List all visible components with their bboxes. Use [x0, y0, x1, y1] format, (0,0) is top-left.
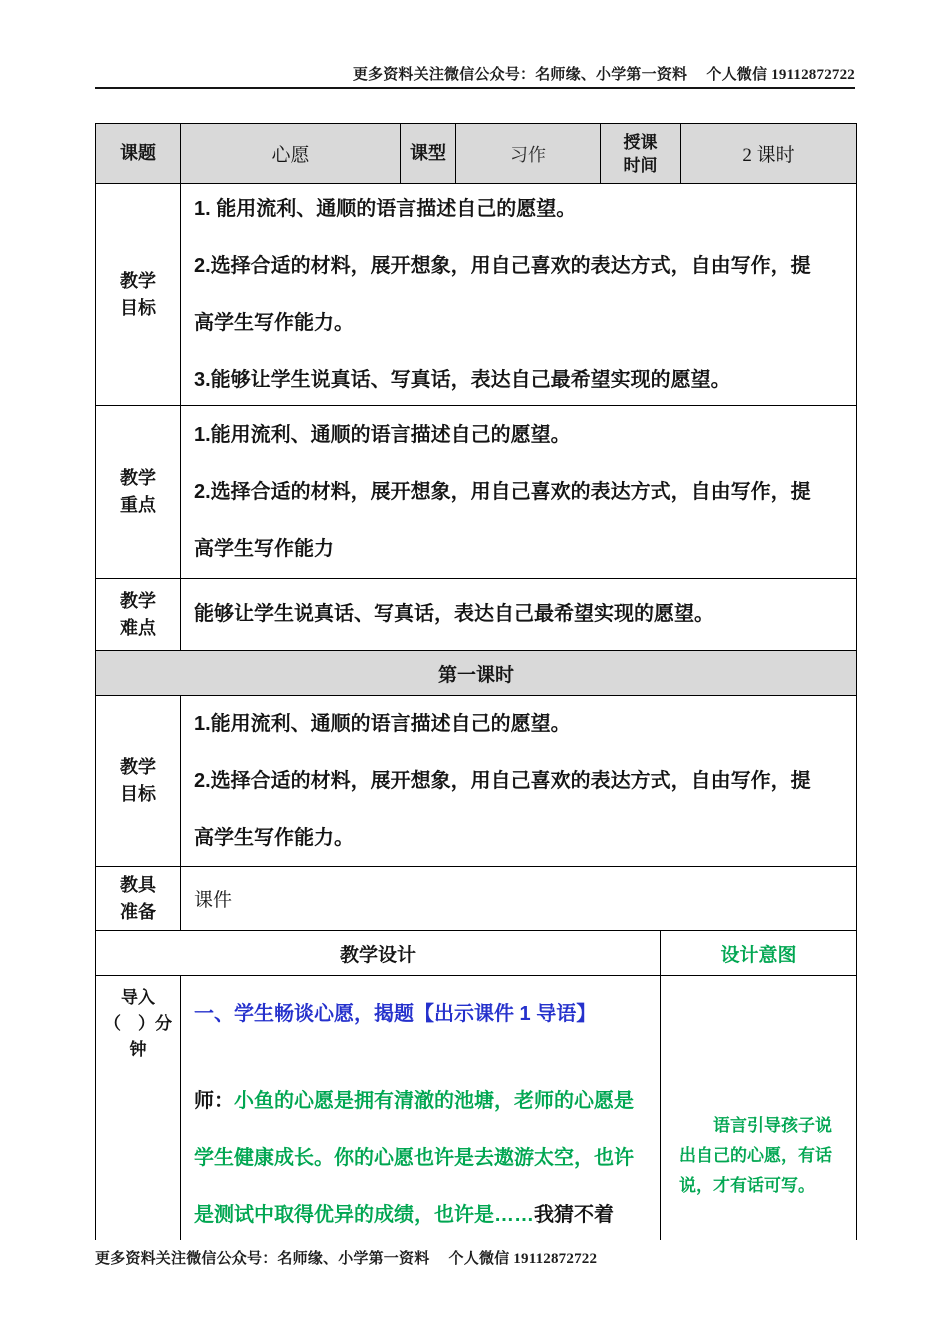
promo-header: 更多资料关注微信公众号：名师缘、小学第一资料 个人微信 19112872722 — [352, 67, 855, 83]
difficulty-label-line2: 难点 — [120, 617, 156, 638]
teaching-aids-value: 课件 — [194, 890, 233, 911]
teaching-aids-value-cell — [181, 867, 857, 931]
intro-row — [96, 976, 857, 1240]
session-objectives-label-cell — [96, 696, 181, 867]
objectives-content-cell — [181, 184, 857, 406]
time-label-line1: 授课 — [623, 132, 658, 152]
topic-label: 课题 — [120, 143, 156, 163]
time-label-line2: 时间 — [623, 155, 658, 175]
teaching-aids-row — [96, 867, 857, 931]
key-point-item: 2.选择合适的材料，展开想象，用自己喜欢的表达方式，自由写作，提高学生写作能力 — [194, 480, 811, 560]
session-objectives-label-line1: 教学 — [120, 757, 156, 777]
difficulty-label-cell — [96, 579, 181, 651]
intro-stage-label-line2: （ ）分 — [104, 1014, 172, 1033]
difficulty-item: 能够让学生说真话、写真话，表达自己最希望实现的愿望。 — [194, 603, 714, 625]
type-label-cell — [401, 124, 456, 184]
teacher-speech — [194, 1073, 652, 1240]
difficulty-label-line1: 教学 — [120, 590, 156, 611]
topic-value: 心愿 — [271, 145, 310, 166]
design-header-right-cell — [661, 931, 857, 976]
session-objective-item: 1.能用流利、通顺的语言描述自己的愿望。 — [194, 712, 571, 735]
promo-footer: 更多资料关注微信公众号：名师缘、小学第一资料 个人微信 19112872722 — [95, 1251, 598, 1267]
key-points-content-cell — [181, 406, 857, 579]
teacher-speech-suffix: 我猜不着 — [534, 1204, 614, 1226]
time-label-cell — [601, 124, 681, 184]
teaching-aids-label-cell — [96, 867, 181, 931]
session-row — [96, 651, 857, 696]
teacher-speech-prefix: 师： — [194, 1090, 234, 1112]
objectives-label-line1: 教学 — [120, 270, 156, 291]
key-points-row — [96, 406, 857, 579]
design-intent-cell — [661, 976, 857, 1240]
objective-item: 3.能够让学生说真话、写真话，表达自己最希望实现的愿望。 — [194, 368, 731, 391]
difficulty-row — [96, 579, 857, 651]
design-header-row — [96, 931, 857, 976]
time-value-cell — [681, 124, 857, 184]
session-title: 第一课时 — [437, 664, 514, 686]
design-intent-text: 语言引导孩子说出自己的心愿，有话说，才有话可写。 — [679, 1116, 832, 1195]
key-points-label-line1: 教学 — [120, 468, 156, 488]
session-objective-item: 2.选择合适的材料，展开想象，用自己喜欢的表达方式，自由写作，提高学生写作能力。 — [194, 769, 811, 849]
objectives-label-cell — [96, 184, 181, 406]
type-label: 课型 — [410, 143, 446, 163]
design-header-right: 设计意图 — [720, 944, 797, 966]
objective-item: 2.选择合适的材料，展开想象，用自己喜欢的表达方式，自由写作，提高学生写作能力。 — [194, 254, 811, 334]
intro-section-heading: 一、学生畅谈心愿，揭题【出示课件 1 导语】 — [194, 1003, 597, 1025]
session-objectives-row — [96, 696, 857, 867]
objectives-label-line2: 目标 — [120, 297, 156, 318]
time-value: 2 课时 — [742, 145, 795, 166]
header-divider — [95, 87, 855, 89]
session-title-cell — [96, 651, 857, 696]
type-value: 习作 — [510, 144, 546, 165]
topic-value-cell — [181, 124, 401, 184]
type-value-cell — [456, 124, 601, 184]
table-header-row — [96, 124, 857, 184]
session-objectives-content-cell — [181, 696, 857, 867]
topic-label-cell — [96, 124, 181, 184]
key-points-label-line2: 重点 — [120, 495, 156, 515]
difficulty-content-cell — [181, 579, 857, 651]
intro-content-cell — [181, 976, 661, 1240]
intro-stage-label-line3: 钟 — [129, 1040, 147, 1059]
objective-item: 1. 能用流利、通顺的语言描述自己的愿望。 — [194, 197, 577, 220]
key-points-label-cell — [96, 406, 181, 579]
lesson-plan-table — [95, 123, 857, 1240]
design-header-left: 教学设计 — [339, 944, 416, 966]
session-objectives-label-line2: 目标 — [120, 784, 156, 804]
key-point-item: 1.能用流利、通顺的语言描述自己的愿望。 — [194, 423, 571, 446]
objectives-row — [96, 184, 857, 406]
design-header-left-cell — [96, 931, 661, 976]
intro-stage-label-cell — [96, 976, 181, 1240]
teaching-aids-label-line1: 教具 — [120, 874, 156, 895]
intro-stage-label-line1: 导入 — [121, 988, 155, 1007]
teaching-aids-label-line2: 准备 — [120, 901, 156, 922]
teacher-speech-body: 小鱼的心愿是拥有清澈的池塘，老师的心愿是学生健康成长。你的心愿也许是去遨游太空，也许是测试中取得优异的成绩，也许是…… — [194, 1090, 634, 1226]
